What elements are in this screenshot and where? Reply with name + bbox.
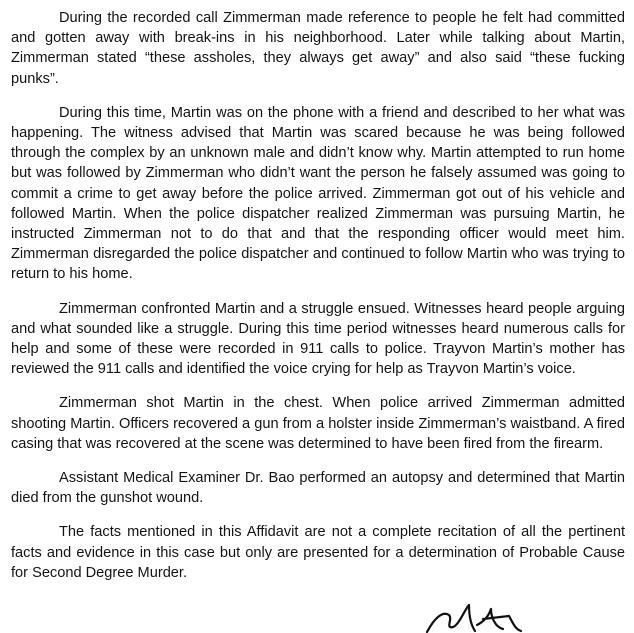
paragraph-shooting: Zimmerman shot Martin in the chest. When police arrived Zimmerman admitted shooting Martin. Officers recovered a gun from a holster inside Zimmerman’s waistband. A fired casing that was recovered at the scene was determined to have been fired from the firearm. (11, 395, 625, 452)
paragraph-probable-cause: The facts mentioned in this Affidavit are not a complete recitation of all the pertinent facts and evidence in this case but only are presented for a determination of Probable Cause for Second Degree Murder. (11, 524, 625, 581)
paragraph-autopsy: Assistant Medical Examiner Dr. Bao performed an autopsy and determined that Martin died from the gunshot wound. (11, 470, 625, 507)
affidavit-body (11, 8, 625, 583)
paragraph-phone-call-friend: During this time, Martin was on the phone with a friend and described to her what was happening. The witness advised that Martin was scared because he was being followed through the complex by an unknown male and didn’t know why. Martin attempted to run home but was followed by Zimmerman who didn’t want the person he falsely assumed was going to commit a crime to get away before the police arrived. Zimmerman got out of his vehicle and followed Martin. When the police dispatcher realized Zimmerman was pursuing Martin, he instructed Zimmerman not to do that and that the responding officer would meet him. Zimmerman disregarded the police dispatcher and continued to follow Martin who was trying to return to his home. (11, 104, 625, 283)
paragraph-recorded-call: During the recorded call Zimmerman made reference to people he felt had committed and gotten away with break-ins in his neighborhood. Later while talking about Martin, Zimmerman stated “these assholes, they always get away” and also said “these fucking punks”. (11, 10, 625, 87)
paragraph-confrontation: Zimmerman confronted Martin and a struggle ensued. Witnesses heard people arguing and what sounded like a struggle. During this time period witnesses heard numerous calls for help and some of these were recorded in 911 calls to police. Trayvon Martin’s mother has reviewed the 911 calls and identified the voice crying for help as Trayvon Martin’s voice. (11, 300, 625, 378)
handwritten-signature (425, 603, 545, 633)
